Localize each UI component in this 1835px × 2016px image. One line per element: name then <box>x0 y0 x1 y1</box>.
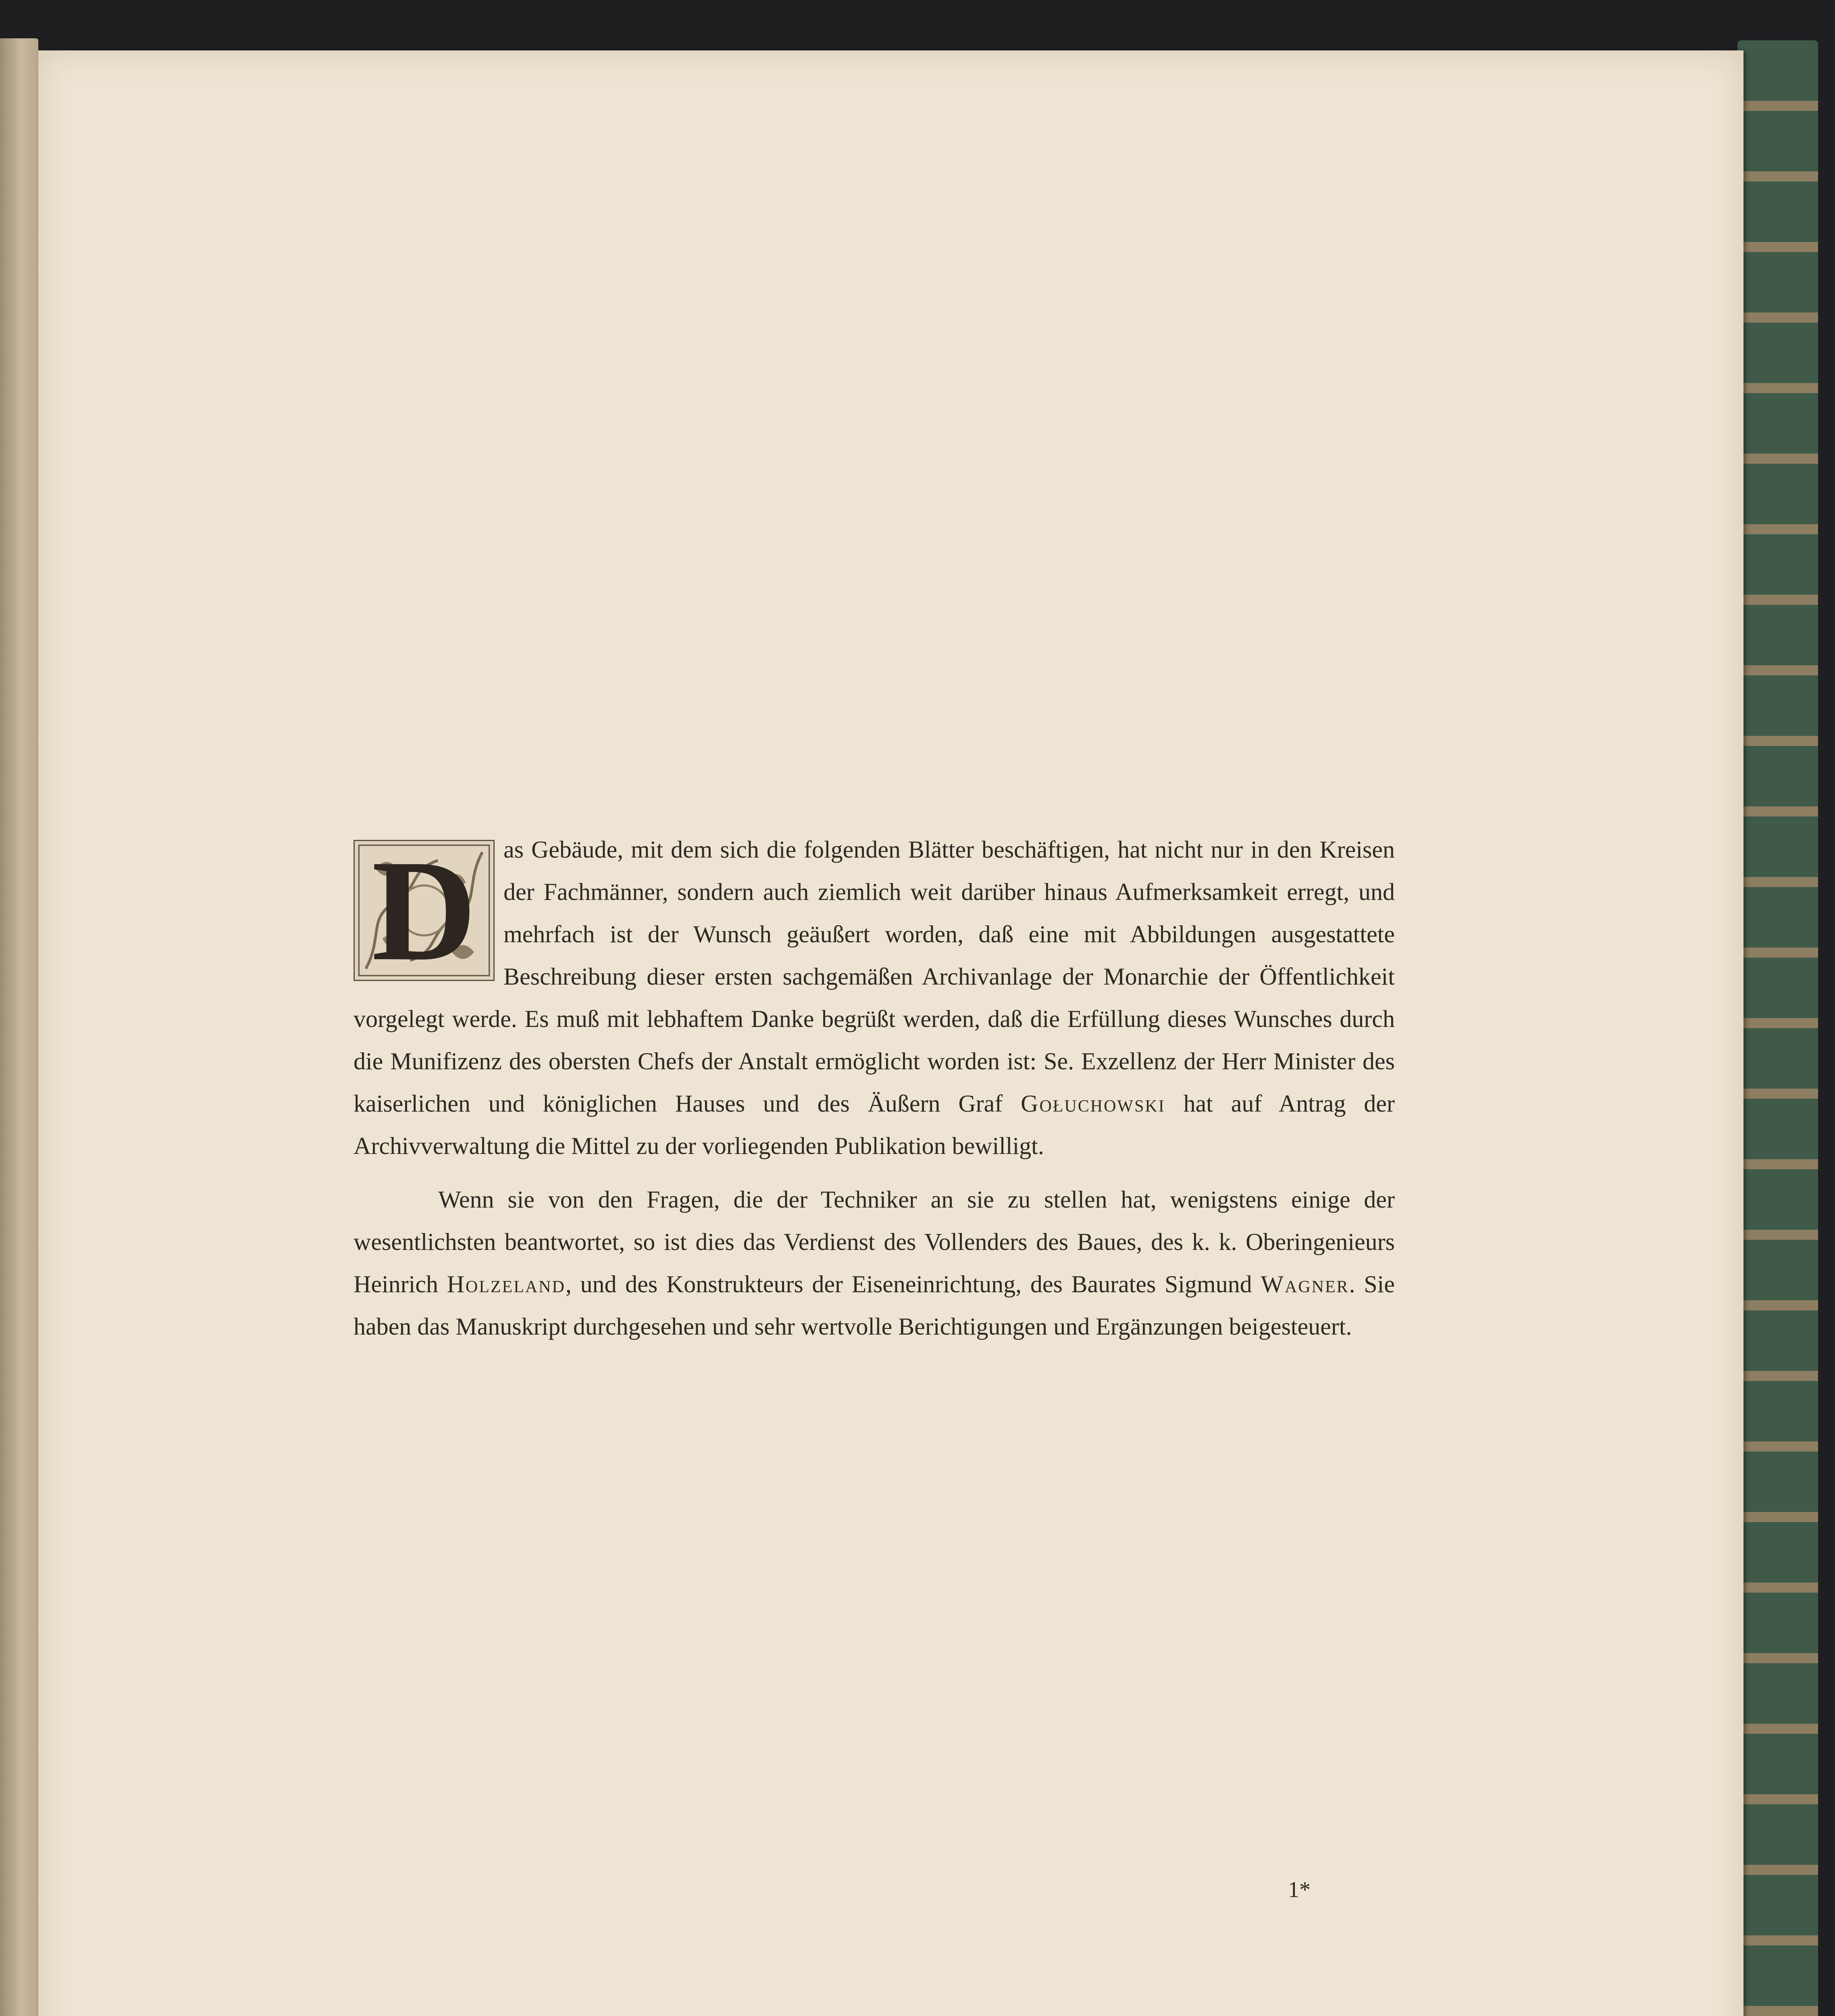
drop-cap-letter: D <box>372 830 476 991</box>
paragraph-2 <box>354 1179 1395 1348</box>
name-holzeland: Holzeland <box>447 1271 566 1297</box>
paragraph-1 <box>354 829 1395 1167</box>
ornamental-initial <box>354 830 495 991</box>
left-page-edge <box>0 38 38 2016</box>
page-number: 1* <box>1288 1877 1311 1902</box>
paragraph-2-text-b: , und des Konstrukteurs der Eiseneinrichtung, des Baurates Sigmund <box>565 1271 1261 1297</box>
text-block <box>354 829 1395 1348</box>
paragraph-1-text-a: as Gebäude, mit dem sich die folgenden Blätter beschäftigen, hat nicht nur in den Kreisen der Fachmänner, sondern auch ziemlich weit darüber hinaus Aufmerksamkeit erregt, und mehrfach ist der Wunsch geäußert worden, daß eine mit Abbildungen ausgestattete Beschreibung dieser ersten sachgemäßen Archivanlage der Monarchie der Öffentlichkeit vorgelegt werde. Es muß mit lebhaftem Danke begrüßt werden, daß die Erfüllung dieses Wunsches durch die Munifizenz des obersten Chefs der Anstalt ermöglicht worden ist: Se. Exzellenz der Herr Minister des kaiserlichen und königlichen Hauses und des Äußern Graf <box>354 836 1395 1117</box>
book-page <box>38 50 1743 2016</box>
name-goluchowski: Gołuchowski <box>1021 1090 1165 1117</box>
book-spine <box>1737 40 1818 2016</box>
name-wagner: Wagner <box>1261 1271 1349 1297</box>
paragraph-2-text-a: Wenn sie von den Fragen, die der Techniker an sie zu stellen hat, wenigstens einige der wesentlichsten beantwortet, so ist dies das Verdienst des Vollenders des Baues, des k. k. Oberingenieurs Heinrich <box>354 1186 1395 1297</box>
paragraph-1-text-b: hat auf Antrag der Archivverwaltung die Mittel zu der vorliegenden Publikation bewilligt. <box>354 1090 1395 1159</box>
paragraph-2-text-c: . Sie haben das Manuskript durchgesehen und sehr wertvolle Berichtigungen und Ergänzungen beigesteuert. <box>354 1271 1395 1340</box>
